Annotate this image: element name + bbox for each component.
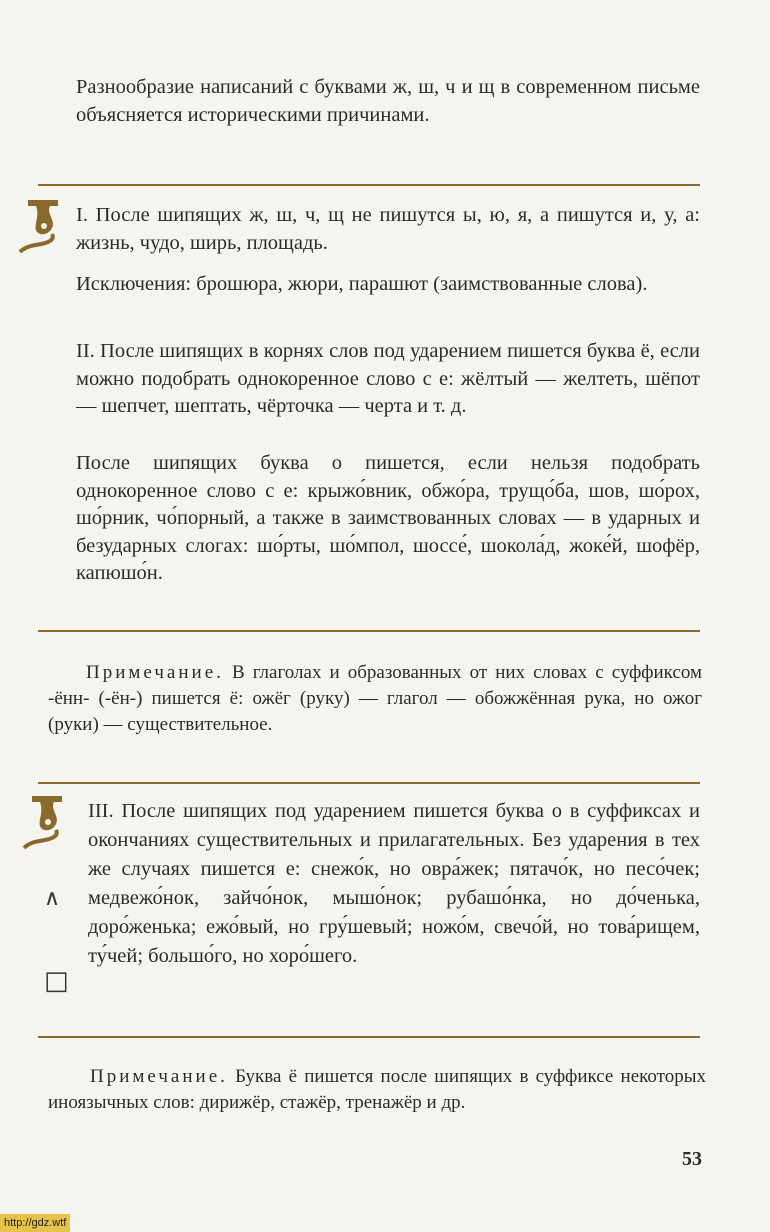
- section-divider: [38, 1036, 700, 1038]
- note-2-text: Буква ё пишется после шипящих в суффиксе некоторых иноязычных слов: дирижёр, стажёр, тренажёр и др.: [48, 1066, 706, 1113]
- rule-2-text-continued: После шипящих буква о пишется, если нельзя подобрать однокоренное слово с е: крыжо́вник, обжо́ра, трущо́ба, шов, шо́рох, шо́рник, чо́порный, а также в заимствованных словах — в ударных и безударных слогах: шо́рты, шо́мпол, шоссе́, шокола́д, жоке́й, шофёр, капюшо́н.: [76, 452, 700, 584]
- pen-nib-icon: [22, 792, 72, 854]
- note-2: [48, 1064, 706, 1116]
- watermark-link[interactable]: http://gdz.wtf: [0, 1214, 70, 1232]
- rule-1-text: I. После шипящих ж, ш, ч, щ не пишутся ы, ю, я, а пишутся и, у, а: жизнь, чудо, ширь, площадь.: [76, 204, 700, 254]
- note-1: [48, 660, 702, 738]
- note-1-label: Примечание.: [86, 662, 224, 683]
- rule-1-exceptions: Исключения: брошюра, жюри, парашют (заимствованные слова).: [76, 273, 648, 295]
- checkbox-mark: □: [44, 966, 69, 996]
- section-divider: [38, 782, 700, 784]
- pen-nib-icon: [18, 196, 68, 258]
- section-divider: [38, 630, 700, 632]
- rule-3-text: III. После шипящих под ударением пишется буква о в суффиксах и окончаниях существительных и прилагательных. Без ударения в тех же случаях пишется е: снежо́к, но овра́жек; пятачо́к, но песо́чек; медвежо́нок, зайчо́нок, мышо́нок; рубашо́нка, но до́ченька, доро́женька; ежо́вый, но гру́шевый; ножо́м, свечо́й, но това́рищем, ту́чей; большо́го, но хоро́шего.: [88, 800, 700, 967]
- section-divider: [38, 184, 700, 186]
- intro-paragraph: Разнообразие написаний с буквами ж, ш, ч и щ в современном письме объясняется историческими причинами.: [76, 76, 700, 126]
- note-2-label: Примечание.: [90, 1066, 228, 1087]
- page-number: 53: [682, 1148, 702, 1170]
- note-1-text: В глаголах и образованных от них словах с суффиксом -ённ- (-ён-) пишется ё: ожёг (руку) — глагол — обожжённая рука, но ожог (руки) — существительное.: [48, 662, 702, 735]
- rule-2-text: II. После шипящих в корнях слов под ударением пишется буква ё, если можно подобрать однокоренное слово с е: жёлтый — желтеть, шёпот — шепчет, шептать, чёрточка — черта и т. д.: [76, 340, 700, 417]
- caret-mark: ∧: [44, 886, 61, 911]
